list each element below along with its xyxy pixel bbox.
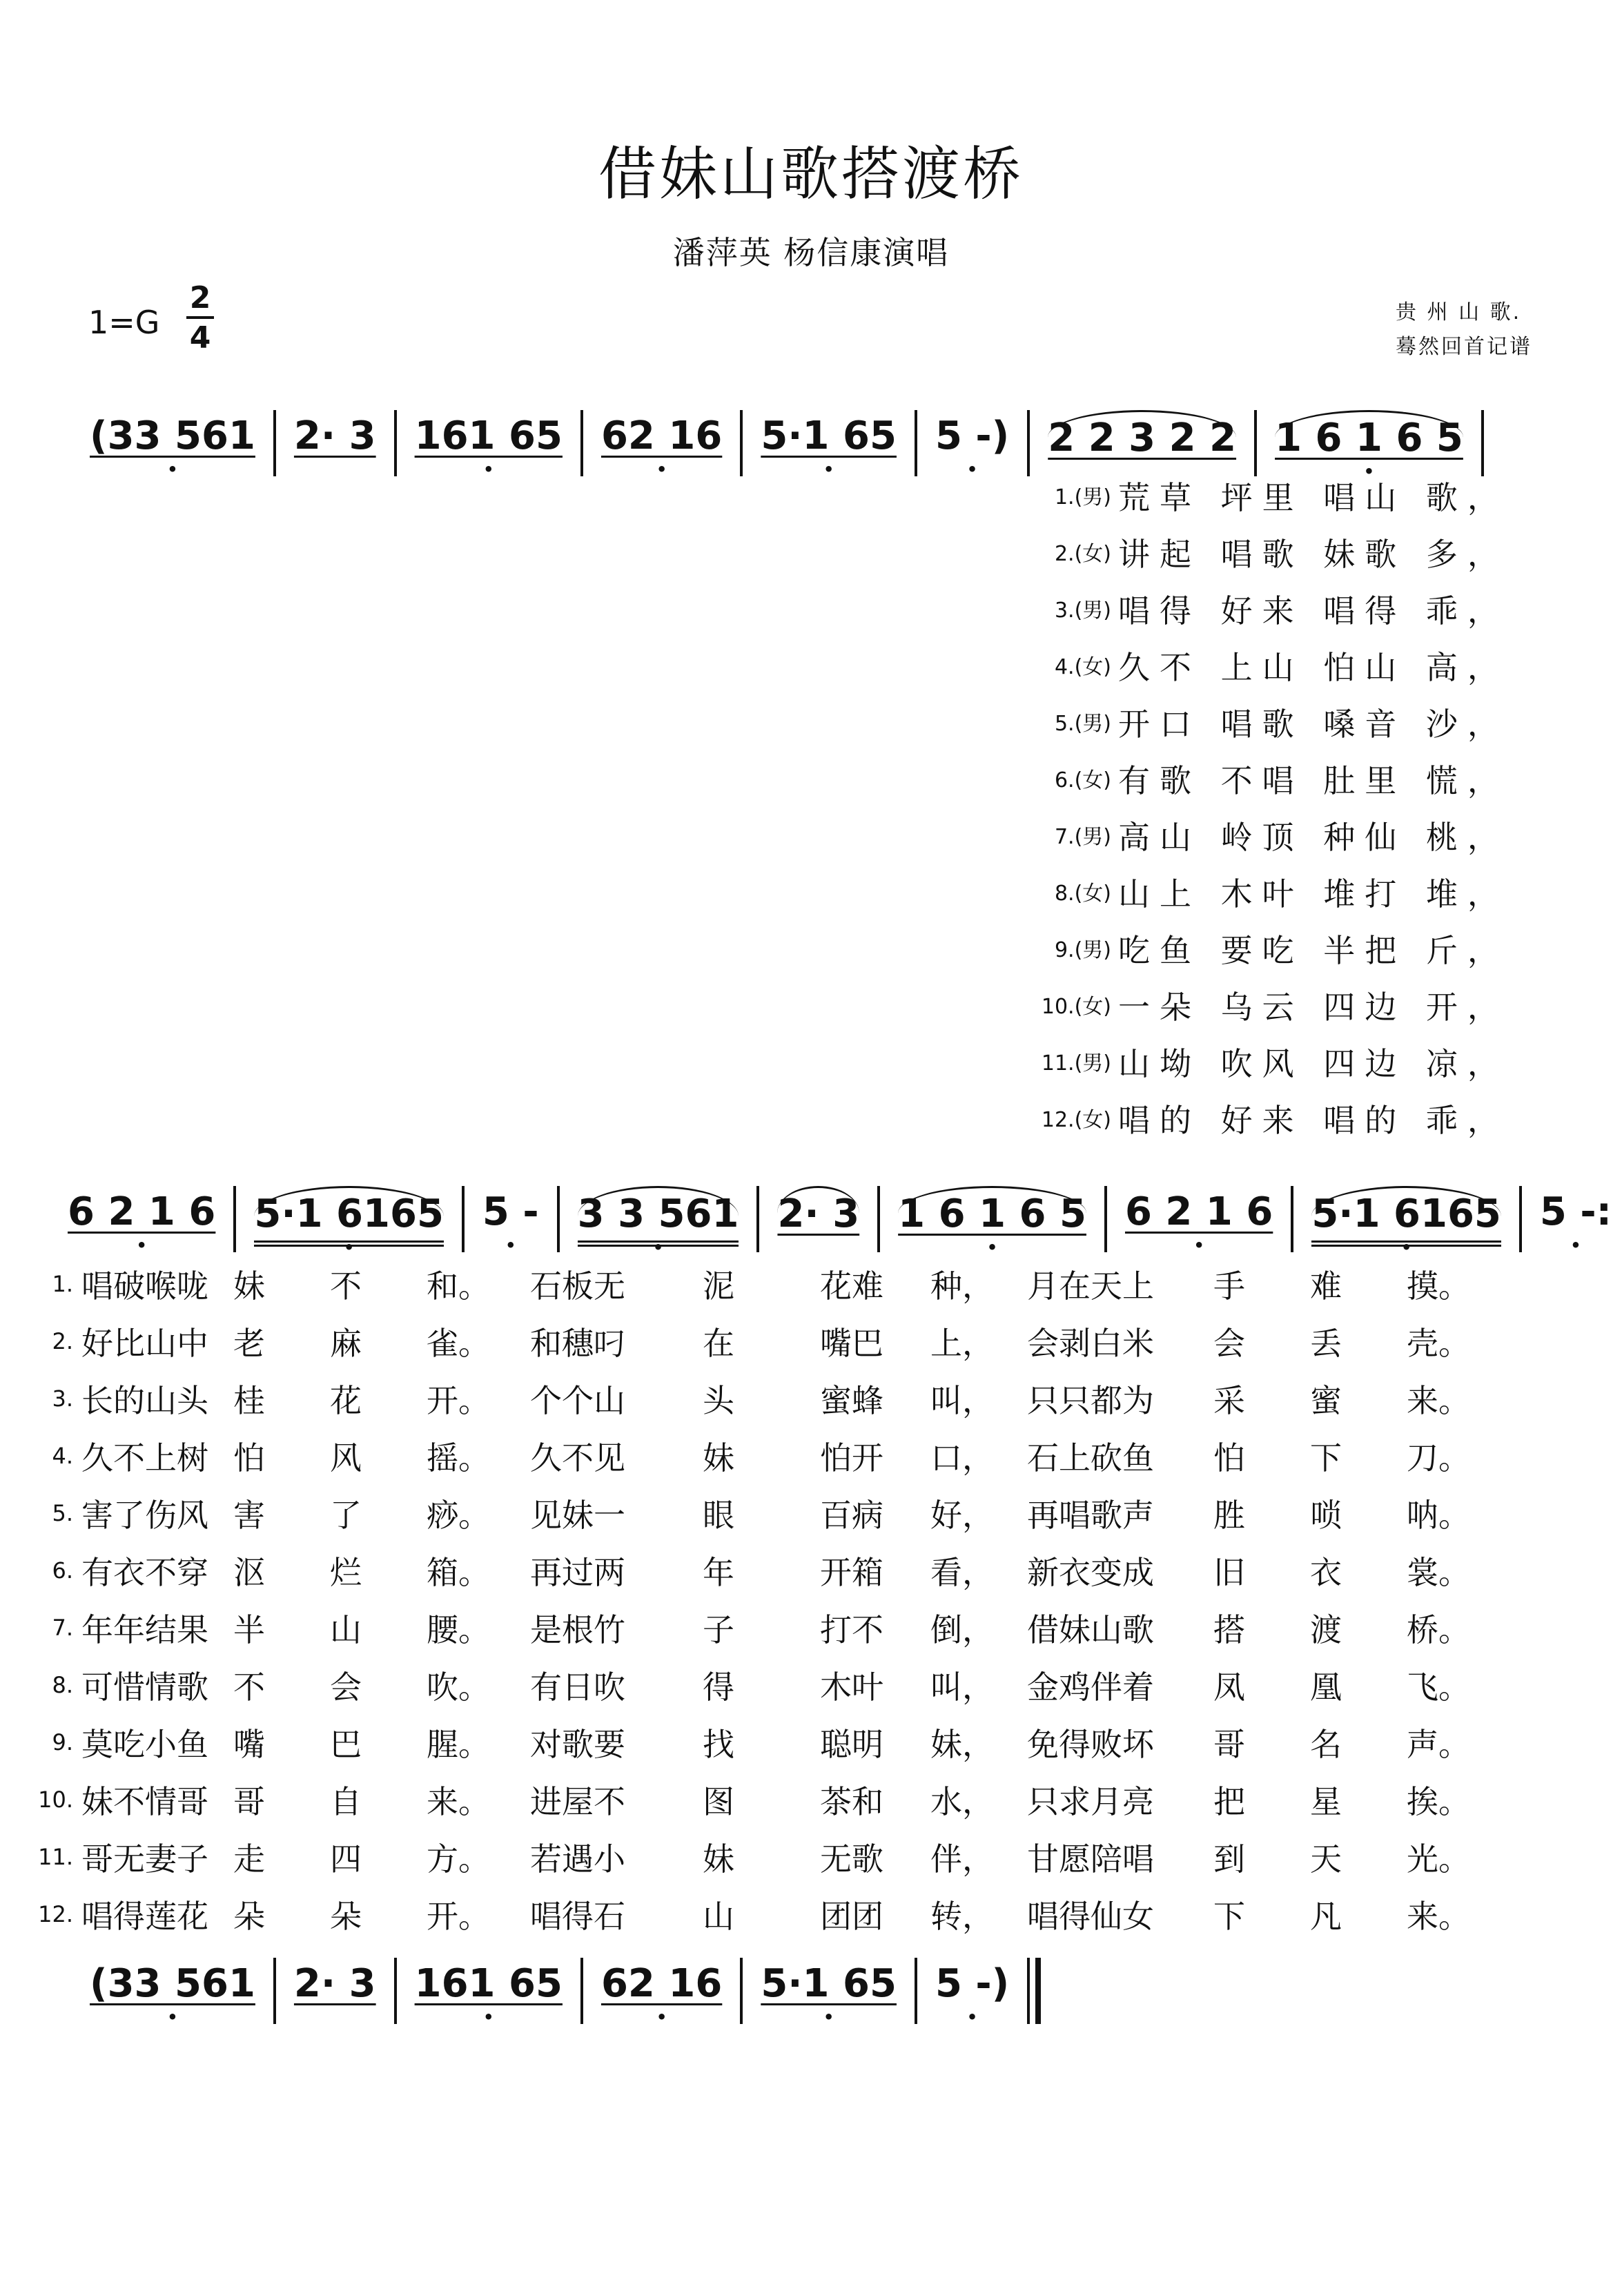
- source-credit: [1396, 295, 1532, 364]
- lyric-cell: 风: [330, 1439, 362, 1477]
- lyric-cell: 唢: [1310, 1496, 1342, 1534]
- verse-line: [994, 639, 1509, 696]
- note-group: 2 2 3 2 2: [1048, 410, 1236, 465]
- verse-lyric: 讲起 唱歌 妹歌 多，: [1118, 536, 1509, 573]
- measure: [880, 1186, 1104, 1241]
- lyric-cell: 箱。: [427, 1553, 490, 1591]
- lyric-cell: 叫，: [930, 1381, 994, 1419]
- lyric-cell: 丢: [1310, 1324, 1342, 1362]
- verse-line: [994, 922, 1509, 979]
- lyric-cell: 会剥白米: [1027, 1324, 1154, 1362]
- lyric-cell: 旧: [1213, 1553, 1245, 1591]
- measure: [759, 1186, 877, 1241]
- lyric-cell: 唱得莲花: [81, 1897, 208, 1935]
- verse-lyric: 开口 唱歌 嗓音 沙，: [1118, 706, 1509, 743]
- verse-lyric: 高山 岭顶 种仙 桃，: [1118, 819, 1509, 856]
- lyric-cell: 来。: [1407, 1381, 1470, 1419]
- verse-lyric: 唱得 好来 唱得 乖，: [1118, 592, 1509, 630]
- lyric-cell: 头: [703, 1381, 734, 1419]
- lyric-cell: 石上砍鱼: [1027, 1439, 1154, 1477]
- lyric-cell: 桥。: [1407, 1611, 1470, 1648]
- verse-label: 11.(男): [1041, 1051, 1111, 1076]
- lyric-cell: 只只都为: [1027, 1381, 1154, 1419]
- verse-lyric: 荒草 坪里 唱山 歌，: [1118, 479, 1509, 516]
- lyric-cell: 妹不情哥: [81, 1782, 208, 1820]
- verse-label: 12.(女): [1041, 1108, 1111, 1132]
- lyric-cell: 对歌要: [530, 1725, 625, 1763]
- note-group: 2· 3: [293, 1961, 376, 2006]
- measure: [743, 1958, 915, 2010]
- measure: [583, 410, 740, 463]
- lyric-cell: 年: [703, 1553, 734, 1591]
- measure: [743, 410, 915, 463]
- lyric-cell: 难: [1310, 1267, 1342, 1305]
- song-title: 借妹山歌搭渡桥: [598, 140, 1024, 208]
- source-transcriber: 蓦然回首记谱: [1396, 335, 1532, 359]
- lyric-cell: 嘴: [233, 1725, 265, 1763]
- lyric-cell: 星: [1310, 1782, 1342, 1820]
- lyric-cell: 渡: [1310, 1611, 1342, 1648]
- lyric-cell: 月在天上: [1027, 1267, 1154, 1305]
- lyric-cell: 泥: [703, 1267, 734, 1305]
- measure: [81, 1958, 273, 2010]
- lyric-cell: 有日吹: [530, 1668, 625, 1706]
- verse-row: [21, 1312, 1503, 1370]
- verse-number: 7.: [52, 1614, 73, 1641]
- lyric-cell: 摇。: [427, 1439, 490, 1477]
- lyric-cell: 采: [1213, 1381, 1245, 1419]
- verse-lyric: 山上 木叶 堆打 堆，: [1118, 875, 1509, 913]
- measure: [583, 1958, 740, 2010]
- lyric-cell: 吹。: [427, 1668, 490, 1706]
- lyric-cell: 年年结果: [81, 1611, 208, 1648]
- verse-number: 11.: [38, 1843, 73, 1870]
- verse-number: 5.: [52, 1499, 73, 1526]
- measure: [397, 410, 580, 463]
- note-group: (33 561 •: [90, 1958, 255, 2010]
- measure: [1107, 1186, 1291, 1238]
- note-group: 1 6 1 6 5 •: [898, 1186, 1086, 1241]
- lyric-cell: 方。: [427, 1840, 490, 1878]
- note-group: 6 2 1 6 •: [68, 1186, 215, 1238]
- verse-line: [994, 809, 1509, 866]
- lyric-cell: 嘴巴: [820, 1324, 883, 1362]
- verse-row: [21, 1484, 1503, 1541]
- lyric-cell: 久不见: [530, 1439, 625, 1477]
- lyric-cell: 把: [1213, 1782, 1245, 1820]
- lyric-cell: 衣: [1310, 1553, 1342, 1591]
- lyric-cell: 可惜情歌: [81, 1668, 208, 1706]
- lyric-cell: 天: [1310, 1840, 1342, 1878]
- verse-label: 6.(女): [1054, 768, 1111, 792]
- note-group: 62 16 •: [601, 410, 722, 463]
- lyric-cell: 桂: [233, 1381, 265, 1419]
- lyric-cell: 光。: [1407, 1840, 1470, 1878]
- lyric-cell: 若遇小: [530, 1840, 625, 1878]
- performers: 潘萍英 杨信康演唱: [672, 234, 950, 271]
- verse-line: [994, 866, 1509, 922]
- lyric-cell: 图: [703, 1782, 734, 1820]
- verse-row: [21, 1599, 1503, 1656]
- lyric-cell: 怕开: [820, 1439, 883, 1477]
- verse-number: 6.: [52, 1557, 73, 1584]
- key-signature: 1=G: [88, 304, 160, 341]
- lyric-cell: 好比山中: [81, 1324, 208, 1362]
- note-group: 5·1 65 •: [761, 410, 897, 463]
- lyric-cell: 有衣不穿: [81, 1553, 208, 1591]
- lyric-cell: 哥无妻子: [81, 1840, 208, 1878]
- measure: [276, 410, 394, 463]
- verse-number: 12.: [38, 1900, 73, 1927]
- lyric-cell: 种，: [930, 1267, 994, 1305]
- measure: [59, 1186, 233, 1238]
- lyric-cell: 莫吃小鱼: [81, 1725, 208, 1763]
- lyric-cell: 唱得石: [530, 1897, 625, 1935]
- lyric-cell: 妹: [703, 1840, 734, 1878]
- lyric-cell: 花: [330, 1381, 362, 1419]
- lyric-cell: 妹: [233, 1267, 265, 1305]
- lyric-cell: 自: [330, 1782, 362, 1820]
- lyric-cell: 巴: [330, 1725, 362, 1763]
- lyric-cell: 怕: [233, 1439, 265, 1477]
- lyric-cell: 蜜蜂: [820, 1381, 883, 1419]
- lyric-cell: 开箱: [820, 1553, 883, 1591]
- verse-label: 3.(男): [1054, 599, 1111, 623]
- lyric-cell: 害了伤风: [81, 1496, 208, 1534]
- lyric-cell: 见妹一: [530, 1496, 625, 1534]
- lyric-cell: 四: [330, 1840, 362, 1878]
- verse-table: [21, 1255, 1503, 1943]
- measure: [81, 410, 273, 463]
- verse-row: [21, 1370, 1503, 1427]
- lyric-cell: 朵: [233, 1897, 265, 1935]
- verse-row: [21, 1656, 1503, 1713]
- note-group: 5 - •: [482, 1186, 539, 1238]
- note-group: 3 3 561 •: [578, 1186, 739, 1247]
- intro-verse-list: [994, 469, 1509, 1149]
- lyric-cell: 雀。: [427, 1324, 490, 1362]
- verse-line: [994, 752, 1509, 809]
- verse-line: [994, 1035, 1509, 1092]
- lyric-cell: 子: [703, 1611, 734, 1648]
- lyric-cell: 新衣变成: [1027, 1553, 1154, 1591]
- verse-row: [21, 1541, 1503, 1599]
- verse-lyric: 山坳 吹风 四边 凉，: [1118, 1045, 1509, 1082]
- lyric-cell: 手: [1213, 1267, 1245, 1305]
- note-group: 161 65 •: [415, 410, 563, 463]
- verse-row: [21, 1255, 1503, 1312]
- lyric-cell: 得: [703, 1668, 734, 1706]
- time-signature: [186, 280, 214, 356]
- lyric-cell: 腰。: [427, 1611, 490, 1648]
- time-signature-top: 2: [189, 280, 211, 315]
- lyric-cell: 老: [233, 1324, 265, 1362]
- measure: [917, 410, 1027, 463]
- measure: [397, 1958, 580, 2010]
- note-group: (33 561 •: [90, 410, 255, 463]
- lyric-cell: 无歌: [820, 1840, 883, 1878]
- lyric-cell: 蜜: [1310, 1381, 1342, 1419]
- lyric-cell: 金鸡伴着: [1027, 1668, 1154, 1706]
- verse-number: 8.: [52, 1671, 73, 1698]
- verse-lyric: 一朵 乌云 四边 开，: [1118, 989, 1509, 1026]
- verse-number: 1.: [52, 1270, 73, 1297]
- lyric-cell: 腥。: [427, 1725, 490, 1763]
- lyric-cell: 眼: [703, 1496, 734, 1534]
- note-group: 2· 3: [293, 414, 376, 458]
- lyric-cell: 会: [330, 1668, 362, 1706]
- verse-lyric: 唱的 好来 唱的 乖，: [1118, 1102, 1509, 1139]
- lyric-cell: 口，: [930, 1439, 994, 1477]
- measure: [276, 1958, 394, 2010]
- lyric-cell: 倒，: [930, 1611, 994, 1648]
- lyric-cell: 打不: [820, 1611, 883, 1648]
- lyric-cell: 烂: [330, 1553, 362, 1591]
- verse-line: [994, 526, 1509, 583]
- note-group: 2· 3: [777, 1186, 859, 1241]
- lyric-cell: 哥: [1213, 1725, 1245, 1763]
- lyric-cell: 团团: [820, 1897, 883, 1935]
- lyric-cell: 是根竹: [530, 1611, 625, 1648]
- lyric-cell: 摸。: [1407, 1267, 1470, 1305]
- lyric-cell: 唱破喉咙: [81, 1267, 208, 1305]
- lyric-cell: 名: [1310, 1725, 1342, 1763]
- verse-row: [21, 1771, 1503, 1828]
- lyric-cell: 百病: [820, 1496, 883, 1534]
- lyric-cell: 进屋不: [530, 1782, 625, 1820]
- lyric-cell: 胜: [1213, 1496, 1245, 1534]
- lyric-cell: 山: [330, 1611, 362, 1648]
- source-genre: 贵 州 山 歌.: [1396, 300, 1522, 324]
- verse-number: 9.: [52, 1729, 73, 1755]
- lyric-cell: 转，: [930, 1897, 994, 1935]
- measure: [1522, 1186, 1622, 1238]
- staff-2: [59, 1186, 1622, 1262]
- note-group: 161 65 •: [415, 1958, 563, 2010]
- lyric-cell: 害: [233, 1496, 265, 1534]
- lyric-cell: 石板无: [530, 1267, 625, 1305]
- verse-row: [21, 1427, 1503, 1484]
- lyric-cell: 了: [330, 1496, 362, 1534]
- lyric-cell: 木叶: [820, 1668, 883, 1706]
- lyric-cell: 不: [233, 1668, 265, 1706]
- lyric-cell: 到: [1213, 1840, 1245, 1878]
- lyric-cell: 挨。: [1407, 1782, 1470, 1820]
- lyric-cell: 朵: [330, 1897, 362, 1935]
- verse-lyric: 有歌 不唱 肚里 慌，: [1118, 762, 1509, 799]
- lyric-cell: 凤: [1213, 1668, 1245, 1706]
- verse-row: [21, 1713, 1503, 1771]
- lyric-cell: 水，: [930, 1782, 994, 1820]
- lyric-cell: 久不上树: [81, 1439, 208, 1477]
- lyric-cell: 茶和: [820, 1782, 883, 1820]
- lyric-cell: 痧。: [427, 1496, 490, 1534]
- verse-label: 4.(女): [1054, 655, 1111, 679]
- verse-label: 8.(女): [1054, 882, 1111, 906]
- lyric-cell: 唱得仙女: [1027, 1897, 1154, 1935]
- lyric-cell: 再过两: [530, 1553, 625, 1591]
- verse-label: 5.(男): [1054, 712, 1111, 736]
- measure: [1257, 410, 1481, 465]
- barline: [1481, 410, 1484, 476]
- lyric-cell: 凡: [1310, 1897, 1342, 1935]
- lyric-cell: 叫，: [930, 1668, 994, 1706]
- lyric-cell: 刀。: [1407, 1439, 1470, 1477]
- lyric-cell: 来。: [427, 1782, 490, 1820]
- lyric-cell: 下: [1213, 1897, 1245, 1935]
- lyric-cell: 个个山: [530, 1381, 625, 1419]
- measure: [1293, 1186, 1519, 1247]
- note-group: 62 16 •: [601, 1958, 722, 2010]
- lyric-cell: 搭: [1213, 1611, 1245, 1648]
- note-group: 6 2 1 6 •: [1125, 1186, 1273, 1238]
- lyric-cell: 妹: [703, 1439, 734, 1477]
- time-signature-bottom: 4: [186, 316, 214, 353]
- lyric-cell: 免得败坏: [1027, 1725, 1154, 1763]
- lyric-cell: 飞。: [1407, 1668, 1470, 1706]
- lyric-cell: 只求月亮: [1027, 1782, 1154, 1820]
- measure: [917, 1958, 1027, 2010]
- verse-number: 3.: [52, 1385, 73, 1412]
- verse-number: 2.: [52, 1327, 73, 1354]
- note-group: 5·1 65 •: [761, 1958, 897, 2010]
- verse-label: 1.(男): [1054, 485, 1111, 509]
- verse-line: [994, 469, 1509, 526]
- lyric-cell: 在: [703, 1324, 734, 1362]
- lyric-cell: 壳。: [1407, 1324, 1470, 1362]
- lyric-cell: 下: [1310, 1439, 1342, 1477]
- measure: [560, 1186, 757, 1247]
- verse-row: [21, 1885, 1503, 1943]
- verse-label: 7.(男): [1054, 825, 1111, 849]
- note-group: 5 -) •: [935, 1958, 1009, 2010]
- lyric-cell: 不: [330, 1267, 362, 1305]
- lyric-cell: 声。: [1407, 1725, 1470, 1763]
- lyric-cell: 好，: [930, 1496, 994, 1534]
- verse-label: 2.(女): [1054, 542, 1111, 566]
- note-group: 5·1 6165 •: [1311, 1186, 1501, 1247]
- note-group: 1 6 1 6 5 •: [1275, 410, 1463, 465]
- lyric-cell: 和穗叼: [530, 1324, 625, 1362]
- lyric-cell: 沤: [233, 1553, 265, 1591]
- lyric-cell: 聪明: [820, 1725, 883, 1763]
- lyric-cell: 会: [1213, 1324, 1245, 1362]
- note-group: 5·1 6165 •: [254, 1186, 444, 1247]
- verse-line: [994, 1092, 1509, 1149]
- lyric-cell: 哥: [233, 1782, 265, 1820]
- lyric-cell: 找: [703, 1725, 734, 1763]
- lyric-cell: 上，: [930, 1324, 994, 1362]
- lyric-cell: 走: [233, 1840, 265, 1878]
- lyric-cell: 再唱歌声: [1027, 1496, 1154, 1534]
- verse-lyric: 久不 上山 怕山 高，: [1118, 649, 1509, 686]
- lyric-cell: 凰: [1310, 1668, 1342, 1706]
- verse-line: [994, 696, 1509, 752]
- lyric-cell: 妹，: [930, 1725, 994, 1763]
- lyric-cell: 花难: [820, 1267, 883, 1305]
- lyric-cell: 怕: [1213, 1439, 1245, 1477]
- lyric-cell: 开。: [427, 1381, 490, 1419]
- lyric-cell: 看，: [930, 1553, 994, 1591]
- measure: [465, 1186, 557, 1238]
- lyric-cell: 和。: [427, 1267, 490, 1305]
- verse-number: 4.: [52, 1442, 73, 1469]
- verse-row: [21, 1828, 1503, 1885]
- lyric-cell: 开。: [427, 1897, 490, 1935]
- lyric-cell: 长的山头: [81, 1381, 208, 1419]
- lyric-cell: 伴，: [930, 1840, 994, 1878]
- lyric-cell: 呐。: [1407, 1496, 1470, 1534]
- verse-label: 10.(女): [1041, 995, 1111, 1019]
- measure: [236, 1186, 462, 1247]
- final-barline: [1027, 1958, 1041, 2024]
- verse-line: [994, 979, 1509, 1035]
- note-group: 5 -) •: [935, 410, 1009, 463]
- verse-number: 10.: [38, 1786, 73, 1813]
- note-group: 5 -: •: [1540, 1186, 1612, 1238]
- verse-line: [994, 583, 1509, 639]
- lyric-cell: 借妹山歌: [1027, 1611, 1154, 1648]
- lyric-cell: 半: [233, 1611, 265, 1648]
- lyric-cell: 甘愿陪唱: [1027, 1840, 1154, 1878]
- lyric-cell: 麻: [330, 1324, 362, 1362]
- lyric-cell: 山: [703, 1897, 734, 1935]
- measure: [1030, 410, 1254, 465]
- verse-lyric: 吃鱼 要吃 半把 斤，: [1118, 932, 1509, 969]
- verse-label: 9.(男): [1054, 938, 1111, 962]
- lyric-cell: 来。: [1407, 1897, 1470, 1935]
- staff-3: [81, 1958, 1041, 2034]
- lyric-cell: 裳。: [1407, 1553, 1470, 1591]
